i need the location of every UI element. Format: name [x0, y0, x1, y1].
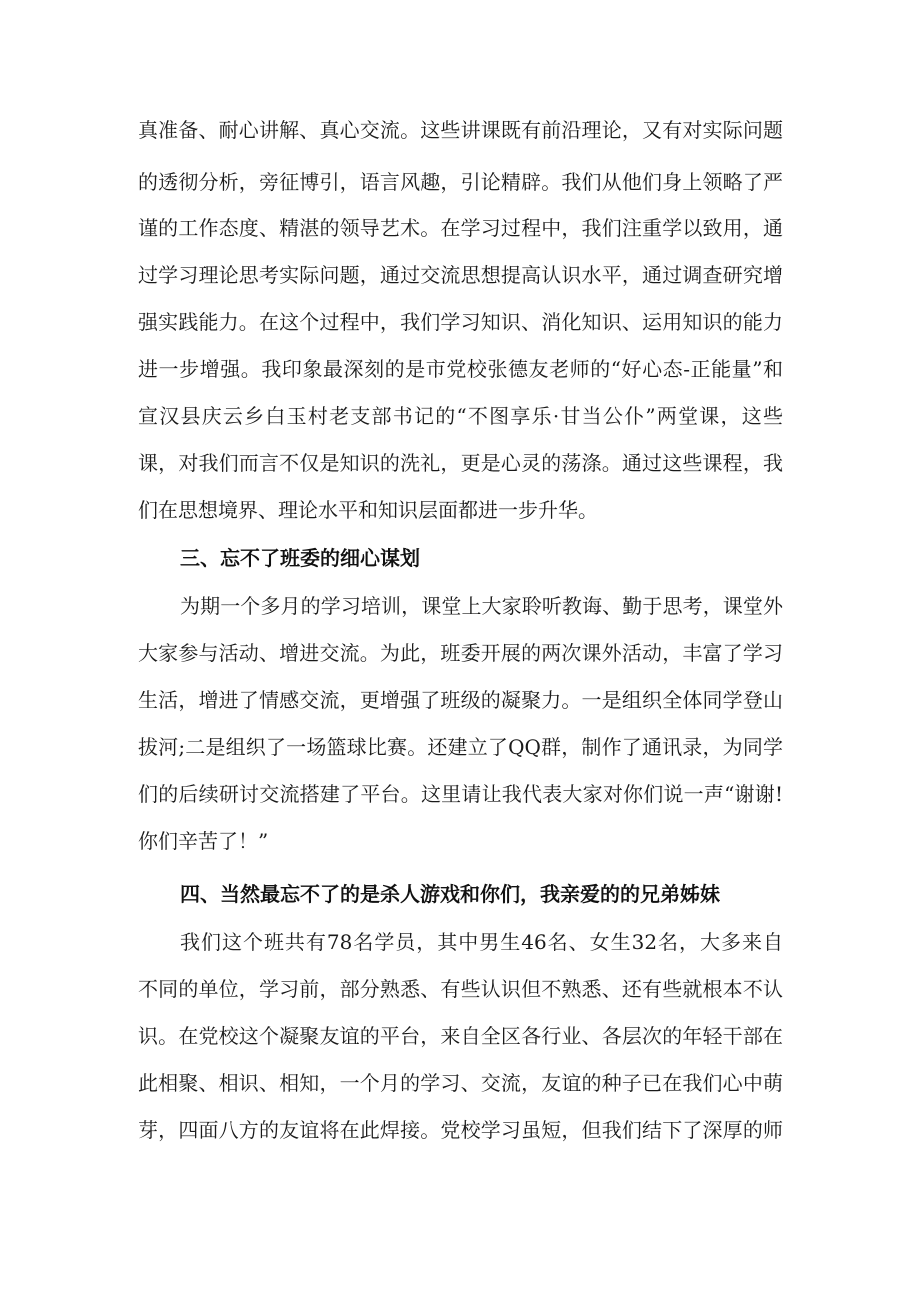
- paragraph-3-line-5: 芽，四面八方的友谊将在此焊接。党校学习虽短，但我们结下了深厚的师: [138, 1118, 783, 1142]
- paragraph-1-line-7: 宣汉县庆云乡白玉村老支部书记的“不图享乐·甘当公仆”两堂课，这些: [138, 404, 783, 428]
- section-heading-3: 三、忘不了班委的细心谋划: [180, 546, 420, 570]
- paragraph-1-line-3: 谨的工作态度、精湛的领导艺术。在学习过程中，我们注重学以致用，通: [138, 216, 783, 240]
- paragraph-1-line-9: 们在思想境界、理论水平和知识层面都进一步升华。: [138, 498, 598, 522]
- paragraph-1-line-6: 进一步增强。我印象最深刻的是市党校张德友老师的“好心态-正能量”和: [138, 357, 783, 381]
- paragraph-3-line-3: 识。在党校这个凝聚友谊的平台，来自全区各行业、各层次的年轻干部在: [138, 1024, 783, 1048]
- paragraph-2-line-6: 你们辛苦了！”: [138, 829, 269, 853]
- paragraph-2-line-3: 生活，增进了情感交流，更增强了班级的凝聚力。一是组织全体同学登山: [138, 688, 783, 712]
- paragraph-1-line-4: 过学习理论思考实际问题，通过交流思想提高认识水平，通过调查研究增: [138, 263, 783, 287]
- paragraph-1-line-2: 的透彻分析，旁征博引，语言风趣，引论精辟。我们从他们身上领略了严: [138, 170, 783, 194]
- paragraph-2-line-4: 拔河;二是组织了一场篮球比赛。还建立了QQ群，制作了通讯录，为同学: [138, 735, 783, 759]
- paragraph-3-line-2: 不同的单位，学习前，部分熟悉、有些认识但不熟悉、还有些就根本不认: [138, 977, 783, 1001]
- paragraph-3-line-1: 我们这个班共有78名学员，其中男生46名、女生32名，大多来自: [180, 930, 783, 954]
- paragraph-1-line-5: 强实践能力。在这个过程中，我们学习知识、消化知识、运用知识的能力: [138, 310, 783, 334]
- paragraph-3-line-4: 此相聚、相识、相知，一个月的学习、交流，友谊的种子已在我们心中萌: [138, 1071, 783, 1095]
- paragraph-2-line-1: 为期一个多月的学习培训，课堂上大家聆听教诲、勤于思考，课堂外: [180, 594, 783, 618]
- paragraph-2-line-5: 们的后续研讨交流搭建了平台。这里请让我代表大家对你们说一声“谢谢!: [138, 782, 783, 806]
- paragraph-2-line-2: 大家参与活动、增进交流。为此，班委开展的两次课外活动，丰富了学习: [138, 641, 783, 665]
- paragraph-1-line-8: 课，对我们而言不仅是知识的洗礼，更是心灵的荡涤。通过这些课程，我: [138, 451, 783, 475]
- section-heading-4: 四、当然最忘不了的是杀人游戏和你们，我亲爱的的兄弟姊妹: [180, 882, 720, 906]
- paragraph-1-line-1: 真准备、耐心讲解、真心交流。这些讲课既有前沿理论，又有对实际问题: [138, 118, 783, 142]
